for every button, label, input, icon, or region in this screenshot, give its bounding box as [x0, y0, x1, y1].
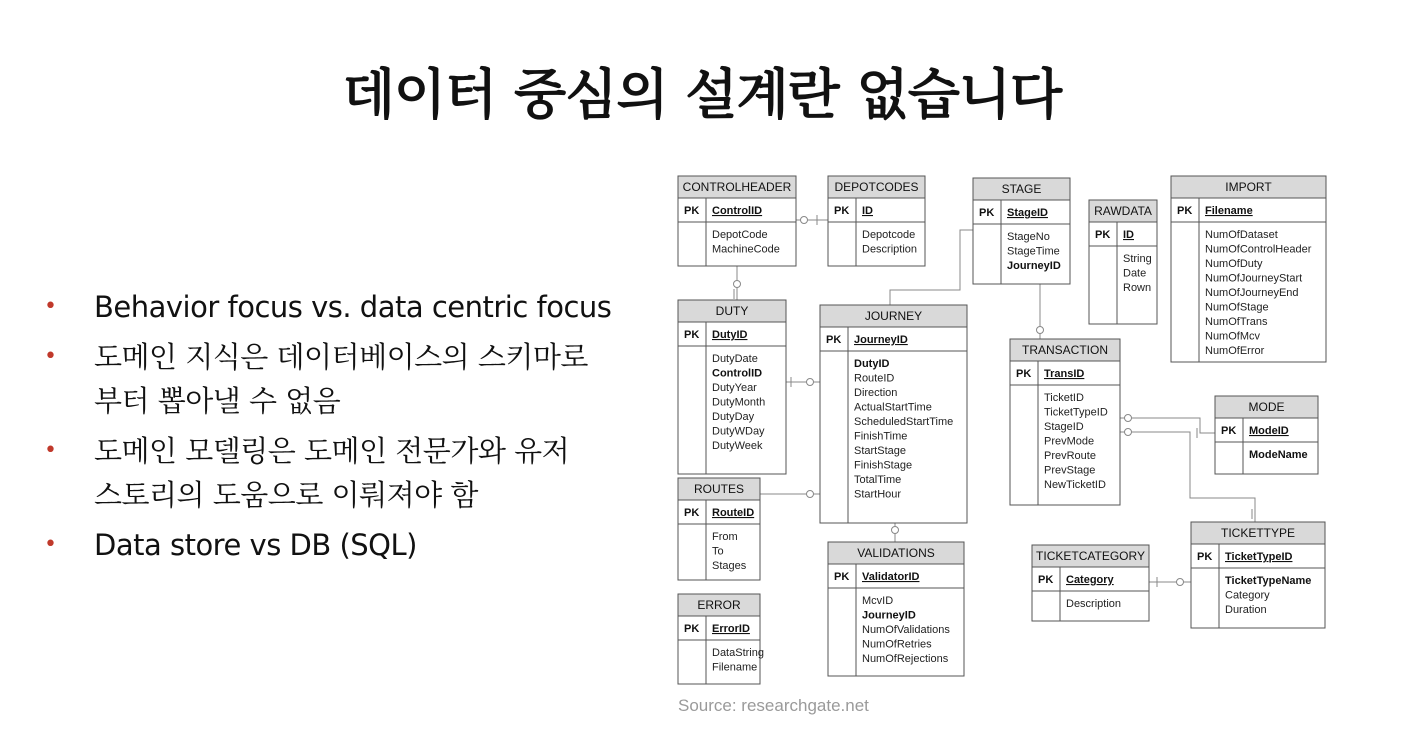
table-field: RouteID	[854, 372, 895, 385]
table-name: ERROR	[697, 598, 741, 612]
cardinality-circle	[801, 217, 808, 224]
bullet-text: 도메인 모델링은 도메인 전문가와 유저	[94, 434, 570, 468]
table-field: JourneyID	[862, 609, 916, 622]
table-mode	[1215, 396, 1318, 474]
table-validations	[828, 542, 964, 676]
primary-key: ID	[1123, 229, 1134, 241]
table-name: STAGE	[1001, 182, 1042, 196]
primary-key: JourneyID	[854, 334, 908, 346]
table-field: StageID	[1044, 421, 1084, 433]
pk-label: PK	[1221, 425, 1237, 437]
table-field: DepotCode	[712, 229, 768, 241]
pk-label: PK	[684, 507, 700, 519]
table-name: TICKETCATEGORY	[1036, 549, 1145, 563]
table-field: MachineCode	[712, 243, 780, 256]
primary-key: ID	[862, 205, 873, 217]
table-field: DutyWDay	[712, 425, 765, 438]
cardinality-circle	[807, 379, 814, 386]
table-field: JourneyID	[1007, 260, 1061, 272]
table-field: To	[712, 545, 724, 558]
table-tickettype	[1191, 522, 1325, 628]
table-field: NumOfJourneyEnd	[1205, 287, 1299, 299]
table-error	[678, 594, 764, 684]
table-field: FinishTime	[854, 430, 908, 443]
pk-label: PK	[684, 205, 700, 217]
table-field: DutyDay	[712, 411, 755, 423]
table-field: NumOfJourneyStart	[1205, 272, 1303, 285]
bullet-text: 부터 뽑아낼 수 없음	[94, 384, 341, 418]
table-field: DataString	[712, 647, 764, 659]
table-field: FinishStage	[854, 459, 913, 472]
primary-key: ErrorID	[712, 623, 750, 635]
table-field: Depotcode	[862, 229, 916, 241]
table-field: NumOfMcv	[1205, 330, 1260, 343]
pk-label: PK	[1197, 551, 1213, 563]
cardinality-circle	[892, 527, 899, 534]
tables	[678, 176, 1326, 684]
table-field: Filename	[712, 661, 758, 674]
table-import	[1171, 176, 1326, 362]
table-name: IMPORT	[1225, 180, 1272, 194]
cardinality-circle	[1125, 415, 1132, 422]
cardinality-circle	[734, 281, 741, 288]
table-field: NumOfValidations	[862, 624, 950, 636]
table-field: TicketTypeID	[1044, 406, 1108, 419]
table-stage	[973, 178, 1070, 284]
pk-label: PK	[1038, 574, 1054, 586]
table-field: DutyDate	[712, 353, 758, 365]
table-field: StartHour	[854, 488, 902, 501]
pk-label: PK	[834, 571, 850, 583]
table-name: ROUTES	[693, 482, 745, 496]
cardinality-circle	[1125, 429, 1132, 436]
table-field: String	[1123, 253, 1152, 265]
table-field: ModeName	[1249, 449, 1308, 461]
fields-area	[678, 346, 786, 474]
table-name: DEPOTCODES	[834, 180, 919, 194]
primary-key: RouteID	[712, 507, 755, 519]
bullet-text: Data store vs DB (SQL)	[94, 528, 417, 562]
table-field: ActualStartTime	[854, 401, 932, 414]
pk-label: PK	[834, 205, 850, 217]
table-name: DUTY	[715, 304, 749, 318]
table-field: NumOfControlHeader	[1205, 243, 1312, 256]
pk-label: PK	[684, 329, 700, 341]
table-field: Direction	[854, 387, 898, 399]
primary-key: TransID	[1044, 368, 1085, 380]
table-field: TicketTypeName	[1225, 575, 1312, 587]
table-field: ControlID	[712, 367, 763, 380]
bullet-item	[44, 523, 644, 567]
table-field: NumOfDataset	[1205, 229, 1278, 241]
cardinality-circle	[1177, 579, 1184, 586]
primary-key: StageID	[1007, 207, 1048, 219]
table-field: Category	[1225, 589, 1270, 602]
table-name: RAWDATA	[1094, 204, 1152, 218]
table-depotcodes	[828, 176, 925, 266]
table-field: NumOfRetries	[862, 638, 932, 651]
table-duty	[678, 300, 786, 474]
table-field: NumOfTrans	[1205, 316, 1268, 328]
table-field: TicketID	[1044, 392, 1084, 404]
pk-label: PK	[979, 207, 995, 219]
table-ticketcategory	[1032, 545, 1149, 621]
table-field: NumOfDuty	[1205, 258, 1263, 270]
bullet-list	[44, 285, 644, 573]
table-field: TotalTime	[854, 474, 902, 486]
bullet-item	[44, 429, 644, 517]
table-field: PrevMode	[1044, 435, 1095, 448]
table-field: Date	[1123, 267, 1147, 280]
pk-label: PK	[826, 334, 842, 346]
table-field: Description	[1066, 598, 1122, 610]
pk-label: PK	[1016, 368, 1032, 380]
pk-label: PK	[1095, 229, 1111, 241]
table-field: Duration	[1225, 604, 1267, 616]
table-field: From	[712, 531, 738, 543]
table-rawdata	[1089, 200, 1157, 324]
bullet-marker: •	[44, 344, 57, 369]
slide-title: 데이터 중심의 설계란 없습니다	[342, 63, 1062, 126]
table-field: DutyID	[854, 358, 890, 370]
table-transaction	[1010, 339, 1120, 505]
table-controlheader	[678, 176, 796, 266]
table-name: TICKETTYPE	[1220, 526, 1296, 540]
table-field: PrevRoute	[1044, 450, 1096, 462]
primary-key: TicketTypeID	[1225, 551, 1293, 563]
bullet-text: 도메인 지식은 데이터베이스의 스키마로	[94, 340, 588, 374]
cardinality-circle	[807, 491, 814, 498]
table-field: NewTicketID	[1044, 479, 1106, 491]
primary-key: Filename	[1205, 205, 1253, 217]
table-name: JOURNEY	[864, 309, 923, 323]
table-routes	[678, 478, 760, 580]
table-journey	[820, 305, 967, 523]
bullet-item	[44, 335, 644, 423]
table-field: StartStage	[854, 445, 906, 457]
primary-key: ControlID	[712, 205, 763, 217]
bullet-marker: •	[44, 532, 57, 557]
bullet-text: 스토리의 도움으로 이뤄져야 함	[94, 478, 478, 512]
table-field: NumOfError	[1205, 345, 1265, 357]
pk-label: PK	[684, 623, 700, 635]
table-name: MODE	[1248, 400, 1285, 414]
cardinality-circle	[1037, 327, 1044, 334]
bullet-marker: •	[44, 294, 57, 319]
table-field: DutyYear	[712, 382, 757, 394]
primary-key: Category	[1066, 574, 1114, 586]
table-name: VALIDATIONS	[857, 546, 935, 560]
primary-key: DutyID	[712, 329, 748, 341]
table-field: PrevStage	[1044, 464, 1096, 477]
bullet-marker: •	[44, 438, 57, 463]
relationship-line	[1120, 418, 1215, 433]
table-field: DutyMonth	[712, 396, 766, 409]
table-field: NumOfStage	[1205, 301, 1269, 314]
bullet-item	[44, 285, 644, 329]
primary-key: ModeID	[1249, 425, 1289, 437]
table-name: CONTROLHEADER	[682, 180, 792, 194]
er-diagram	[670, 170, 1340, 690]
table-field: Stages	[712, 560, 747, 572]
table-field: Description	[862, 243, 918, 256]
table-field: StageNo	[1007, 231, 1050, 243]
primary-key: ValidatorID	[862, 571, 920, 583]
table-name: TRANSACTION	[1021, 343, 1109, 357]
table-field: McvID	[862, 595, 894, 607]
bullet-text: Behavior focus vs. data centric focus	[94, 290, 612, 324]
table-field: NumOfRejections	[862, 653, 949, 665]
table-field: ScheduledStartTime	[854, 416, 954, 428]
table-field: StageTime	[1007, 245, 1060, 258]
table-field: DutyWeek	[712, 440, 763, 452]
pk-label: PK	[1177, 205, 1193, 217]
table-field: Rown	[1123, 282, 1152, 294]
source-caption: Source: researchgate.net	[678, 696, 869, 715]
